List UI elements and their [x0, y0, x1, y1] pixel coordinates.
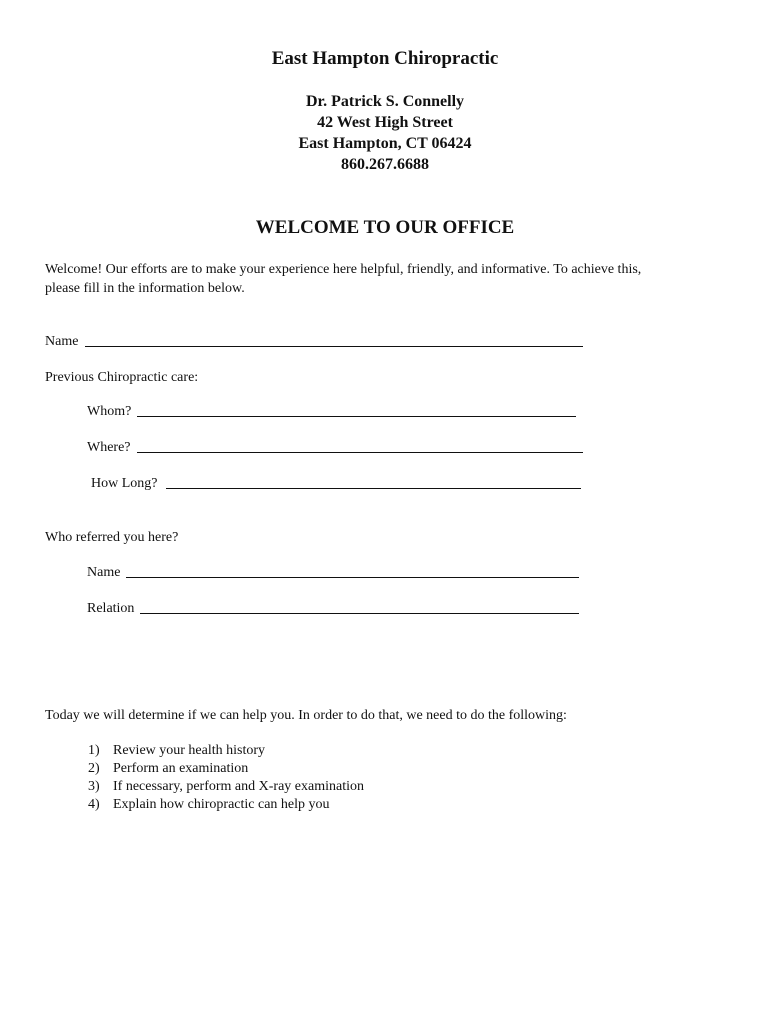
list-item [88, 778, 364, 796]
welcome-heading: WELCOME TO OUR OFFICE [255, 217, 515, 238]
whom-field-line[interactable] [137, 416, 576, 417]
how-long-label: How Long? [91, 476, 158, 491]
list-item [88, 742, 364, 760]
previous-care-label: Previous Chiropractic care: [45, 370, 199, 385]
name-field-line[interactable] [85, 346, 583, 347]
list-item [88, 760, 364, 778]
list-text: If necessary, perform and X-ray examination [113, 779, 364, 794]
referrer-name-label: Name [87, 565, 121, 580]
intro-line-1: Welcome! Our efforts are to make your experience here helpful, friendly, and informative. To achieve this, [45, 262, 642, 277]
practice-name: East Hampton Chiropractic [271, 48, 499, 69]
name-label: Name [45, 334, 79, 349]
relation-label: Relation [87, 601, 135, 616]
referred-label: Who referred you here? [45, 530, 179, 545]
how-long-field-line[interactable] [166, 488, 581, 489]
city-state-zip: East Hampton, CT 06424 [298, 135, 472, 152]
phone-number: 860.267.6688 [341, 156, 429, 173]
list-text: Perform an examination [113, 761, 249, 776]
list-number: 1) [88, 743, 100, 758]
where-field-line[interactable] [137, 452, 583, 453]
list-item [88, 796, 364, 814]
list-text: Review your health history [113, 743, 266, 758]
list-number: 3) [88, 779, 100, 794]
steps-list [88, 742, 364, 814]
list-number: 2) [88, 761, 100, 776]
referrer-name-field-line[interactable] [126, 577, 579, 578]
steps-intro: Today we will determine if we can help you. In order to do that, we need to do the following: [45, 708, 567, 723]
list-number: 4) [88, 797, 100, 812]
relation-field-line[interactable] [140, 613, 579, 614]
where-label: Where? [87, 440, 131, 455]
list-text: Explain how chiropractic can help you [113, 797, 330, 812]
intro-line-2: please fill in the information below. [45, 281, 245, 296]
doctor-name: Dr. Patrick S. Connelly [305, 93, 465, 110]
street-address: 42 West High Street [317, 114, 453, 131]
whom-label: Whom? [87, 404, 132, 419]
